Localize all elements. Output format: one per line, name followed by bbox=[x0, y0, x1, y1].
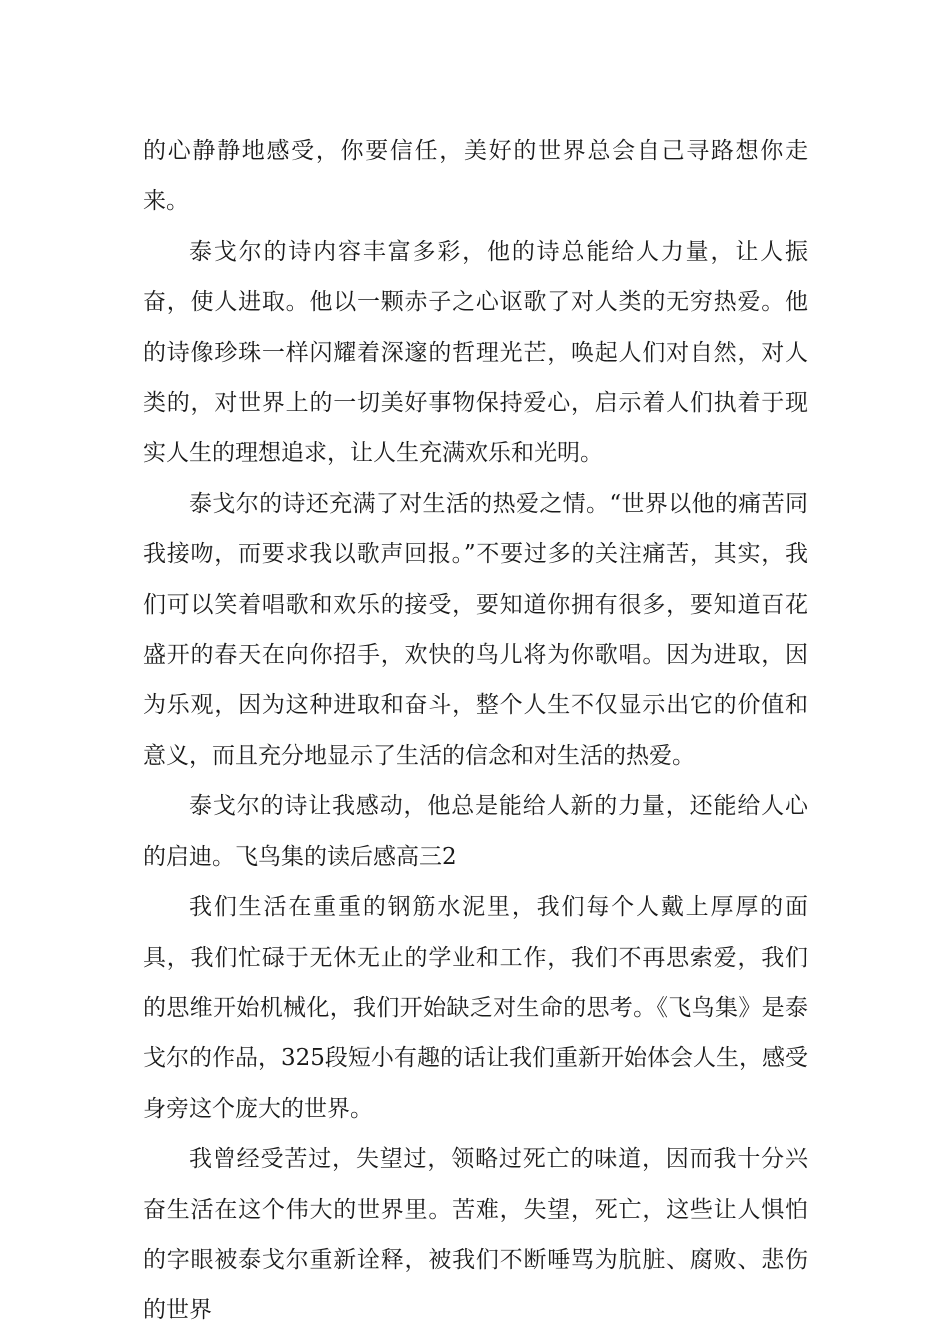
paragraph: 泰戈尔的诗内容丰富多彩，他的诗总能给人力量，让人振奋，使人进取。他以一颗赤子之心讴歌了对人类的无穷热爱。他的诗像珍珠一样闪耀着深邃的哲理光芒，唤起人们对自然，对人类的，对世界上的一切美好事物保持爱心，启示着人们执着于现实人生的理想追求，让人生充满欢乐和光明。 bbox=[143, 238, 808, 467]
paragraph: 我们生活在重重的钢筋水泥里，我们每个人戴上厚厚的面具，我们忙碌于无休无止的学业和工作，我们不再思索爱，我们的思维开始机械化，我们开始缺乏对生命的思考。《飞鸟集》是泰戈尔的作品，325段短小有趣的话让我们重新开始体会人生，感受身旁这个庞大的世界。 bbox=[143, 894, 808, 1122]
document-body bbox=[143, 126, 808, 1336]
paragraph: 泰戈尔的诗还充满了对生活的热爱之情。“世界以他的痛苦同我接吻，而要求我以歌声回报。”不要过多的关注痛苦，其实，我们可以笑着唱歌和欢乐的接受，要知道你拥有很多，要知道百花盛开的春天在向你招手，欢快的鸟儿将为你歌唱。因为进取，因为乐观，因为这种进取和奋斗，整个人生不仅显示出它的价值和意义，而且充分地显示了生活的信念和对生活的热爱。 bbox=[143, 490, 808, 769]
paragraph: 泰戈尔的诗让我感动，他总是能给人新的力量，还能给人心的启迪。飞鸟集的读后感高三2 bbox=[143, 793, 808, 870]
paragraph: 我曾经受苦过，失望过，领略过死亡的味道，因而我十分兴奋生活在这个伟大的世界里。苦难，失望，死亡，这些让人惧怕的字眼被泰戈尔重新诠释，被我们不断唾骂为肮脏、腐败、悲伤的世界 bbox=[143, 1146, 808, 1324]
paragraph-continuation: 的心静静地感受，你要信任，美好的世界总会自己寻路想你走来。 bbox=[143, 138, 808, 215]
